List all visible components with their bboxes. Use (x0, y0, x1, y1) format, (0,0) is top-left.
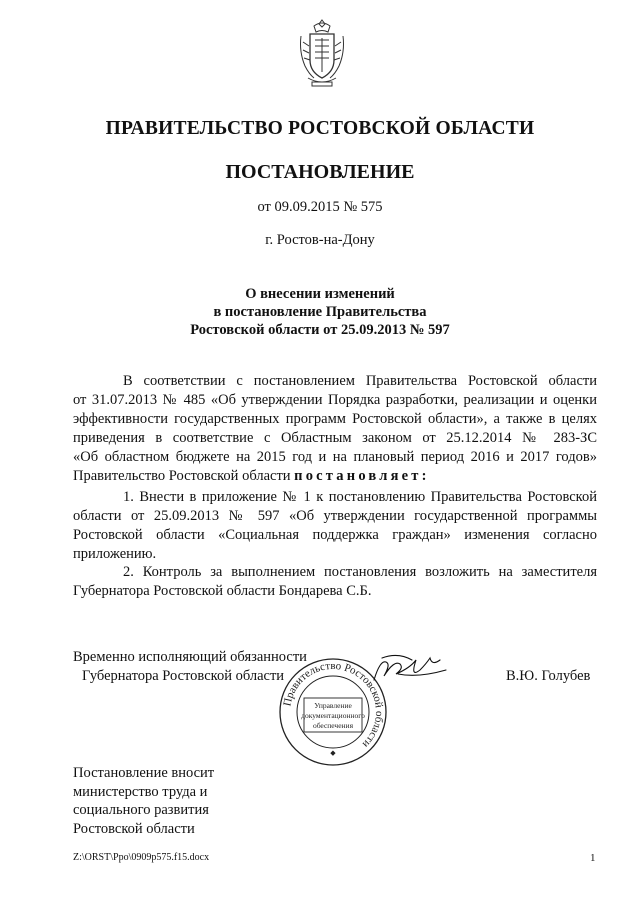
item-line: Ростовской области «Социальная поддержка граждан» изменения согласно (73, 527, 597, 543)
item-2-paragraph (73, 563, 597, 601)
stamp-center-line: Управление (314, 701, 352, 710)
signer-name: В.Ю. Голубев (506, 668, 591, 684)
page-number: 1 (590, 852, 596, 864)
stamp-ring-text: Правительство Ростовской области (281, 659, 386, 751)
preamble-paragraph (73, 372, 597, 486)
signer-position-line2: Губернатора Ростовской области (82, 668, 285, 684)
item-1-paragraph (73, 488, 597, 564)
stamp-center-line: документационного (301, 711, 365, 720)
introduced-by-block (73, 764, 214, 838)
svg-text:◆: ◆ (330, 749, 336, 757)
decrees-word: постановляет: (294, 468, 430, 484)
preamble-line: «Об областном бюджете на 2015 год и на плановый период 2016 и 2017 годов» (73, 449, 597, 465)
government-name: ПРАВИТЕЛЬСТВО РОСТОВСКОЙ ОБЛАСТИ (105, 118, 535, 139)
preamble-line: приведения в соответствие с Областным законом от 25.12.2014 № 283-ЗС (73, 430, 597, 446)
subject-line: в постановление Правительства (213, 304, 427, 320)
subject-line: О внесении изменений (245, 286, 395, 302)
document-type: ПОСТАНОВЛЕНИЕ (225, 161, 415, 183)
city: г. Ростов-на-Дону (265, 232, 375, 248)
item-line: области от 25.09.2013 № 597 «Об утверждении государственной программы (73, 508, 597, 524)
introduced-by-line: Ростовской области (73, 820, 195, 837)
file-path: Z:\ORST\Ppo\0909p575.f15.docx (73, 852, 210, 863)
handwritten-signature (368, 650, 460, 688)
item-line: 1. Внести в приложение № 1 к постановлению Правительства Ростовской (123, 489, 597, 505)
preamble-line: эффективности государственных программ Ростовской области», а также в целях (73, 411, 597, 427)
introduced-by-line: министерство труда и (73, 783, 208, 800)
subject-line: Ростовской области от 25.09.2013 № 597 (190, 322, 450, 338)
introduced-by-line: социального развития (73, 802, 209, 818)
preamble-line: от 31.07.2013 № 485 «Об утверждении Порядка разработки, реализации и оценки (73, 392, 597, 408)
preamble-subject: Правительство Ростовской области (73, 468, 291, 484)
date-number: от 09.09.2015 № 575 (257, 199, 383, 215)
item-line: Губернатора Ростовской области Бондарева С.Б. (73, 583, 372, 599)
introduced-by-line: Постановление вносит (73, 765, 215, 781)
preamble-last-line (73, 467, 597, 486)
stamp-center-line: обеспечения (312, 721, 354, 730)
item-line: 2. Контроль за выполнением постановления возложить на заместителя (123, 564, 597, 580)
document-subject (0, 285, 640, 339)
preamble-line: В соответствии с постановлением Правительства Ростовской области (123, 373, 597, 389)
item-line: приложению. (73, 546, 157, 562)
signer-position-line1: Временно исполняющий обязанности (73, 649, 307, 665)
coat-of-arms-icon (298, 18, 346, 88)
